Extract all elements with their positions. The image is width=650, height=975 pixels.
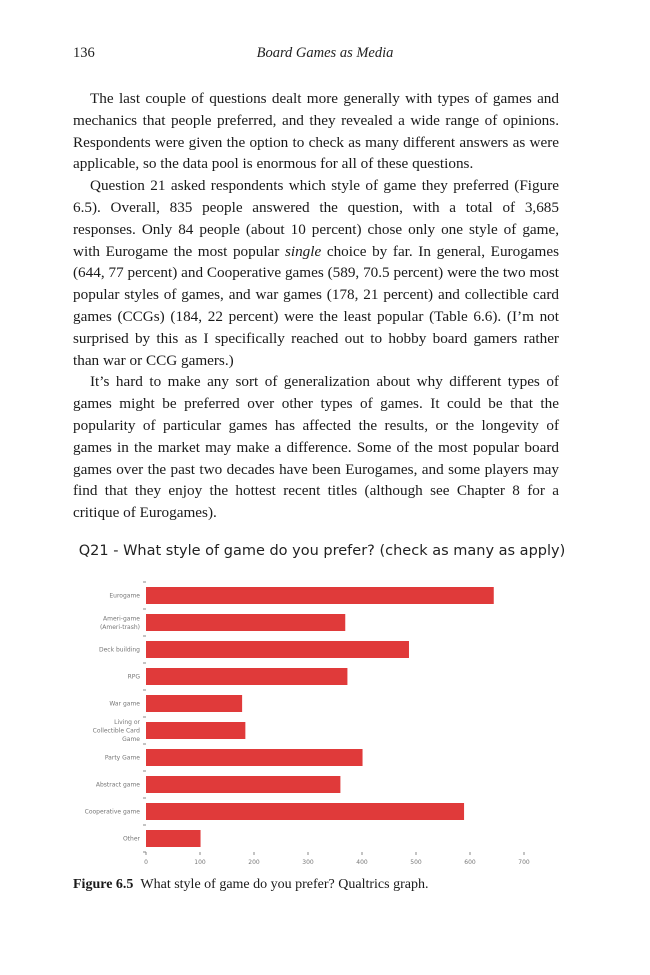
bar: [146, 641, 409, 658]
bar-chart: [0, 530, 650, 870]
paragraph-text: Question 21 asked respondents which style of game they preferred (Figure 6.5). Overall, 835 people answered the question, with a total of 3,685 responses. Only 84 people (about 10 percent) chose only one style of game, with Eurogame the most popular: [73, 177, 559, 260]
x-tick-label: 0: [144, 859, 148, 866]
paragraph: [73, 371, 559, 524]
running-title: Board Games as Media: [256, 45, 394, 61]
category-label: Collectible Card: [92, 727, 140, 735]
paragraph-text: The last couple of questions dealt more generally with types of games and mechanics that people preferred, and they revealed a wide range of opinions. Respondents were given the option to check as many different answers as were applicable, so the data pool is enormous for all of these questions.: [73, 90, 559, 173]
bar: [146, 749, 363, 766]
bar: [146, 722, 245, 739]
body-text: [73, 88, 559, 524]
chart-title: Q21 - What style of game do you prefer? (check as many as apply): [78, 543, 566, 559]
paragraph-text: It’s hard to make any sort of generalization about why different types of games might be preferred over other types of games. It could be that the popularity of particular games has affected the results, or the longevity of games in the market may make a difference. Some of the most popular board games over the past two decades have been Eurogames, and some players may find that they enjoy the hottest recent titles (although see Chapter 8 for a critique of Eurogames).: [73, 373, 559, 522]
figure-caption-text: What style of game do you prefer? Qualtrics graph.: [133, 877, 429, 892]
figure-caption: [73, 877, 428, 893]
x-tick-label: 200: [248, 859, 260, 866]
category-label: Ameri-game: [103, 615, 140, 623]
paragraph: [73, 175, 559, 371]
category-label: (Ameri-trash): [99, 623, 140, 631]
x-tick-label: 100: [194, 859, 206, 866]
bar: [146, 614, 345, 631]
bar: [146, 776, 340, 793]
figure-label: Figure 6.5: [73, 877, 134, 892]
paragraph: [73, 88, 559, 175]
category-label: Living or: [114, 719, 140, 726]
bar: [146, 830, 201, 847]
bar: [146, 803, 464, 820]
category-label: Deck building: [98, 646, 140, 654]
emphasis-text: single: [284, 242, 322, 260]
category-label: Party Game: [104, 754, 140, 762]
category-label: War game: [109, 700, 140, 708]
bar: [146, 695, 242, 712]
x-tick-label: 400: [356, 859, 368, 866]
category-label: RPG: [127, 673, 140, 681]
paragraph-text: choice by far. In general, Eurogames (644, 77 percent) and Cooperative games (589, 70.5 percent) were the two most popular styles of games, and war games (178, 21 percent) and collectible card games (CCGs) (184, 22 percent) were the least popular (Table 6.6). (I’m not surprised by this as I specifically reached out to hobby board gamers rather than war or CCG gamers.): [73, 242, 559, 369]
bar: [146, 668, 347, 685]
x-tick-label: 600: [464, 859, 476, 866]
x-tick-label: 500: [410, 859, 422, 866]
chart-marks: [85, 582, 530, 866]
x-tick-label: 300: [302, 859, 314, 866]
page-number: 136: [73, 45, 95, 61]
category-label: Abstract game: [95, 781, 140, 789]
category-label: Cooperative game: [84, 808, 140, 816]
category-label: Other: [122, 835, 140, 843]
x-tick-label: 700: [518, 859, 530, 866]
category-label: Eurogame: [109, 592, 140, 600]
bar: [146, 587, 494, 604]
category-label: Game: [122, 736, 140, 743]
